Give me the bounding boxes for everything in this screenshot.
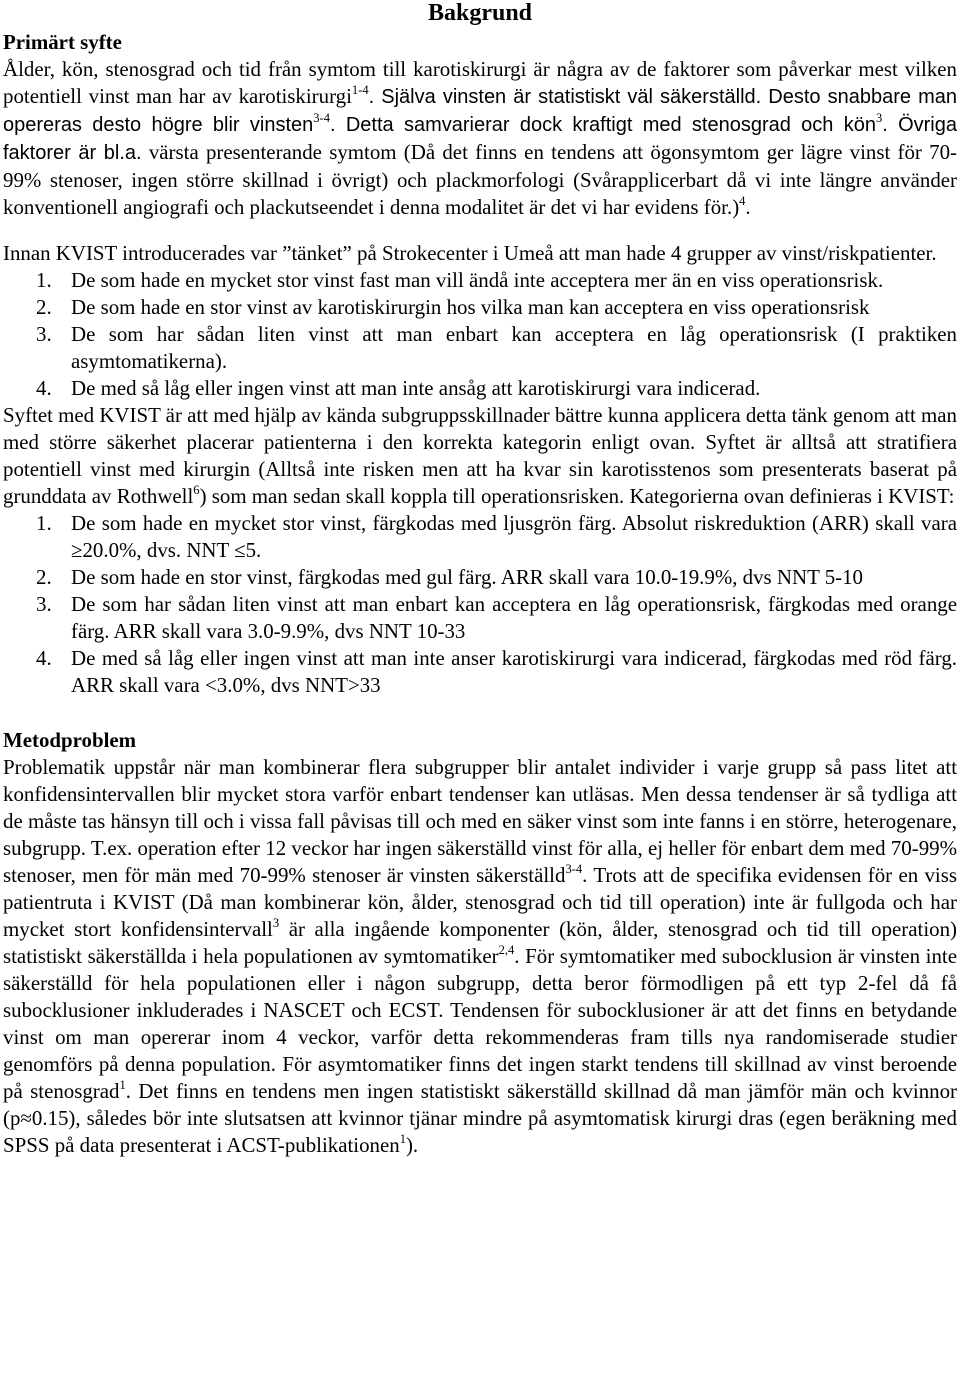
list-item-text: De med så låg eller ingen vinst att man inte ansåg att karotiskirurgi vara indicerad.: [71, 376, 761, 400]
citation-superscript: 4: [739, 194, 746, 209]
section-heading-primart-syfte: Primärt syfte: [3, 30, 122, 54]
list-risk-groups: [3, 267, 957, 402]
paragraph-groups-intro: [3, 240, 957, 267]
page-title: Bakgrund: [427, 0, 533, 26]
list-item-text: De som hade en mycket stor vinst, färgkodas med ljusgrön färg. Absolut riskreduktion (ARR) skall vara ≥20.0%, dvs. NNT ≤5.: [71, 511, 957, 562]
text-run: Problematik uppstår när man kombinerar flera subgrupper blir antalet individer i varje grupp så pass litet att konfidensintervallen blir mycket stora varför enbart tendenser kan utläsas. Men dessa tendenser är så tydliga att de måste tas hänsyn till och i vissa fall påvisas till och med en säker vinst som inte fanns i en större, heterogenare, subgrupp. T.ex. operation efter 12 veckor har ingen säkerställd vinst för alla, ej heller för enbart dem med 70-99% stenoser, men för män med 70-99% stenoser är vinsten säkerställd: [3, 755, 957, 887]
citation-superscript: 6: [193, 483, 200, 498]
text-run: .: [745, 195, 751, 219]
text-run: Ålder, kön, stenosgrad och tid från symtom till karotiskirurgi är några av de faktorer som påverkar mest vilken potentiell vinst man har av karotiskirurgi: [3, 57, 957, 108]
list-item: [3, 321, 957, 375]
citation-superscript: 2,4: [498, 943, 515, 958]
list-item: [3, 645, 957, 699]
text-run: Innan KVIST introducerades var ”tänket” på Strokecenter i Umeå att man hade 4 grupper av vinst/riskpatienter.: [3, 241, 937, 265]
citation-superscript: 3: [875, 111, 883, 126]
text-run: ) som man sedan skall koppla till operationsrisken. Kategorierna ovan definieras i KVIST:: [199, 484, 955, 508]
citation-superscript: 1: [119, 1078, 126, 1093]
paragraph-intro: [3, 56, 957, 221]
list-item: [3, 294, 957, 321]
list-item: [3, 375, 957, 402]
text-run: värsta presenterande symtom (Då det finns en tendens att ögonsymtom ger lägre vinst för 70-99% stenoser, ingen större skillnad i övrigt) och plackmorfologi (Svårapplicerbart då vi inte längre använder konventionell angiografi och plackutseendet i denna modalitet är det vi har evidens för.): [3, 140, 957, 219]
paragraph-kvist-purpose: [3, 402, 957, 510]
list-item-number: 2.: [36, 565, 52, 589]
section-primart-syfte: [3, 29, 957, 699]
text-run: . För symtomatiker med subocklusion är vinsten inte säkerställd för hela populationen eller i någon subgrupp, detta beror förmodligen på ett typ 2-fel då få subocklusioner inkluderades i NASCET och ECST. Tendensen för subocklusioner är att det finns en betydande vinst om man opererar inom 4 veckor, varför detta rekommenderas fram tills nya randomiserade studier genomförs på denna population. För asymtomatiker finns det ingen starkt tendens till skillnad av vinst beroende på stenosgrad: [3, 944, 957, 1103]
text-run: . Övriga faktorer är bl.a.: [3, 114, 957, 164]
section-metodproblem: [3, 727, 957, 1159]
paragraph-method: [3, 754, 957, 1159]
list-kvist-categories: [3, 510, 957, 699]
section-heading-metodproblem: Metodproblem: [3, 728, 137, 752]
list-item-number: 3.: [36, 322, 52, 346]
text-run: . Detta samvarierar dock kraftigt med stenosgrad och kön: [329, 114, 876, 136]
list-item-number: 2.: [36, 295, 52, 319]
list-item-text: De med så låg eller ingen vinst att man inte anser karotiskirurgi vara indicerad, färgkodas med röd färg. ARR skall vara <3.0%, dvs NNT>33: [71, 646, 957, 697]
list-item: [3, 510, 957, 564]
list-item-text: De som hade en stor vinst av karotiskirurgin hos vilka man kan acceptera en viss operationsrisk: [71, 295, 870, 319]
citation-superscript: 1-4: [351, 83, 369, 98]
text-run: . Det finns en tendens men ingen statistiskt säkerställd skillnad då man jämför män och kvinnor (p≈0.15), således bör inte slutsatsen att kvinnor tjänar mindre på asymtomatisk kirurgi dras (egen beräkning med SPSS på data presenterat i ACST-publikationen: [3, 1079, 957, 1157]
text-run: ).: [405, 1133, 419, 1157]
text-run: . Själva vinsten är statistiskt väl säkerställd.: [368, 86, 769, 108]
list-item-number: 4.: [36, 376, 52, 400]
list-item-text: De som har sådan liten vinst att man enbart kan acceptera en låg operationsrisk (I praktiken asymtomatikerna).: [71, 322, 957, 373]
text-run: är alla ingående komponenter (kön, ålder, stenosgrad och tid till operation) statistiskt säkerställda i hela populationen av symtomatiker: [3, 917, 957, 968]
text-run: . Trots att de specifika evidensen för en viss patientruta i KVIST (Då man kombinerar kön, ålder, stenosgrad och tid till operation) inte är fullgoda och har mycket stort konfidensintervall: [3, 863, 957, 941]
list-item-number: 1.: [36, 268, 52, 292]
list-item: [3, 564, 957, 591]
citation-superscript: 3-4: [313, 111, 330, 126]
citation-superscript: 1: [399, 1132, 406, 1147]
list-item-number: 4.: [36, 646, 52, 670]
list-item: [3, 591, 957, 645]
text-run: Syftet med KVIST är att med hjälp av kända subgruppsskillnader bättre kunna applicera detta tänk genom att man med större säkerhet placerar patienterna i den korrekta kategorin enligt ovan. Syftet är alltså att stratifiera potentiell vinst med kirurgin (Alltså inte risken men att ha kvar sin karotisstenos som presenterats baserat på grunddata av Rothwell: [3, 403, 957, 508]
list-item-text: De som har sådan liten vinst att man enbart kan acceptera en låg operationsrisk, färgkodas med orange färg. ARR skall vara 3.0-9.9%, dvs NNT 10-33: [71, 592, 957, 643]
list-item-text: De som hade en mycket stor vinst fast man vill ändå inte acceptera mer än en viss operationsrisk.: [71, 268, 884, 292]
list-item-text: De som hade en stor vinst, färgkodas med gul färg. ARR skall vara 10.0-19.9%, dvs NNT 5-10: [71, 565, 863, 589]
citation-superscript: 3: [272, 916, 280, 931]
list-item-number: 3.: [36, 592, 52, 616]
text-run: Desto snabbare man opereras desto högre blir vinsten: [3, 86, 957, 136]
list-item: [3, 267, 957, 294]
list-item-number: 1.: [36, 511, 52, 535]
citation-superscript: 3-4: [565, 862, 583, 877]
